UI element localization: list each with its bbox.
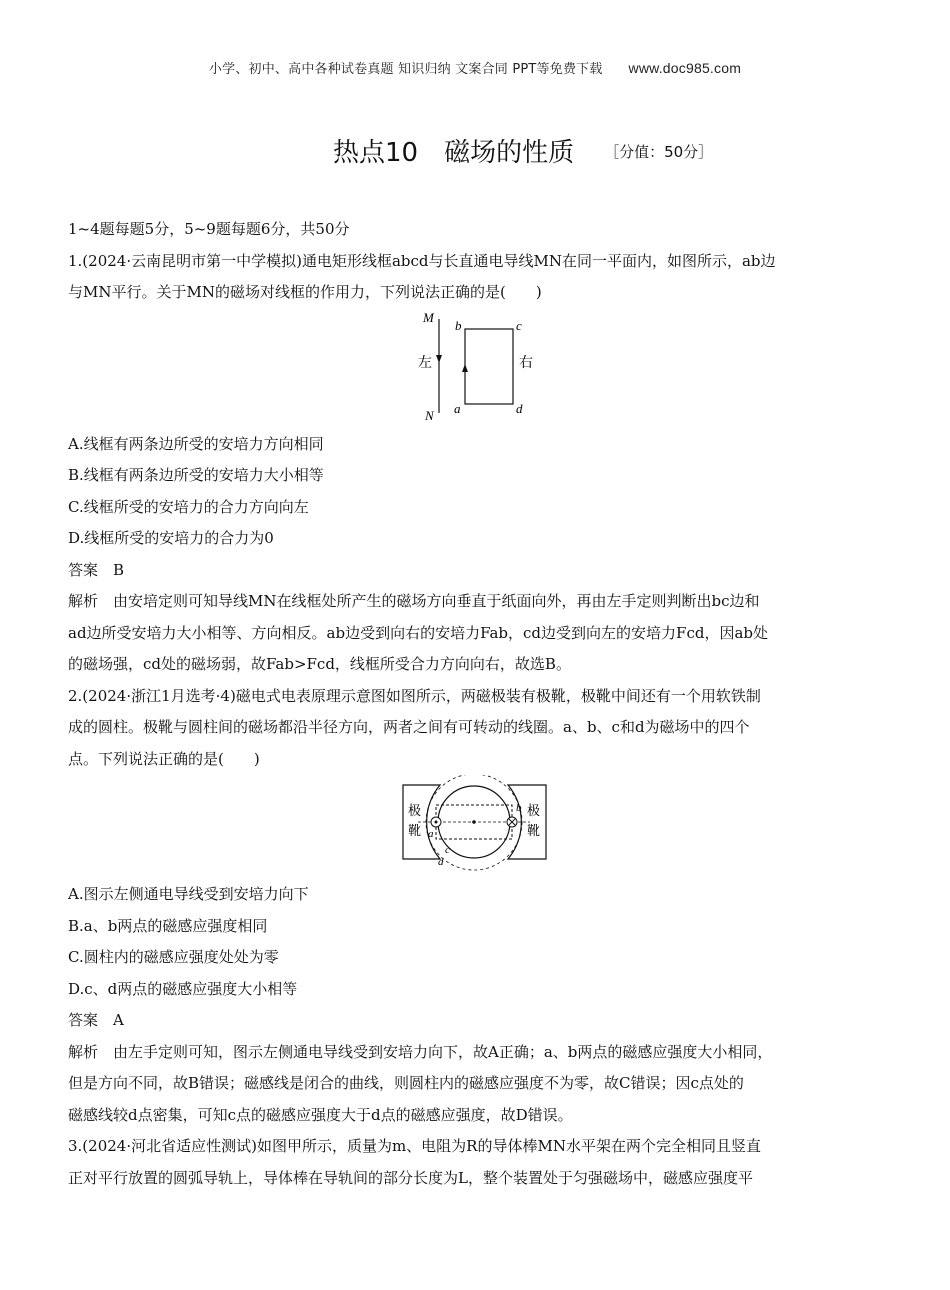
title-main: 热点10 磁场的性质	[333, 138, 575, 168]
axis-dot-icon	[472, 820, 476, 824]
q2-stem-line2: 成的圆柱。极靴与圆柱间的磁场都沿半径方向，两者之间有可转动的线圈。a、b、c和d为磁场中的四个	[68, 718, 750, 736]
right-pole-char2: 靴	[527, 824, 541, 839]
point-b: b	[516, 802, 522, 814]
frame-abcd	[465, 329, 513, 404]
q1-option-d: D.线框所受的安培力的合力为0	[68, 529, 274, 547]
q2-figure	[68, 775, 883, 879]
q1-analysis-line2: ad边所受安培力大小相等、方向相反。ab边受到向右的安培力Fab，cd边受到向左的安培力Fcd，因ab处	[68, 623, 768, 642]
label-d: d	[516, 400, 523, 416]
label-left: 左	[418, 354, 432, 371]
label-c: c	[516, 317, 522, 333]
banner-url[interactable]: www.doc985.com	[628, 60, 742, 76]
page-title	[333, 132, 713, 169]
q1-analysis-line1: 解析 由安培定则可知导线MN在线框处所产生的磁场方向垂直于纸面向外，再由左手定则判断出bc边和	[68, 592, 760, 610]
q1-analysis-line3: 的磁场强，cd处的磁场弱，故Fab>Fcd，线框所受合力方向向右，故选B。	[68, 655, 571, 673]
content	[68, 214, 883, 1194]
banner-text: 小学、初中、高中各种试卷真题 知识归纳 文案合同 PPT等免费下载	[208, 62, 603, 77]
q1-answer: 答案 B	[68, 560, 125, 579]
q2-answer: 答案 A	[68, 1011, 124, 1029]
q1-option-b: B.线框有两条边所受的安培力大小相等	[68, 466, 324, 484]
label-M: M	[423, 309, 434, 325]
q2-analysis-line3: 磁感线较d点密集，可知c点的磁感应强度大于d点的磁感应强度，故D错误。	[68, 1105, 573, 1124]
point-c: c	[445, 844, 450, 856]
label-right: 右	[519, 354, 533, 371]
page-banner	[0, 58, 950, 77]
q1-stem-line2: 与MN平行。关于MN的磁场对线框的作用力，下列说法正确的是( )	[68, 283, 542, 301]
q1-option-a: A.线框有两条边所受的安培力方向相同	[68, 434, 324, 453]
q2-stem-line3: 点。下列说法正确的是( )	[68, 749, 260, 768]
q2-analysis-line1: 解析 由左手定则可知，图示左侧通电导线受到安培力向下，故A正确；a、b两点的磁感应强度大小相同，	[68, 1042, 773, 1061]
q2-option-d: D.c、d两点的磁感应强度大小相等	[68, 979, 298, 998]
q3-stem-line2: 正对平行放置的圆弧导轨上，导体棒在导轨间的部分长度为L，整个装置处于匀强磁场中，磁感应强度平	[68, 1168, 753, 1187]
left-pole-char1: 极	[408, 804, 422, 819]
q2-option-c: C.圆柱内的磁感应强度处处为零	[68, 948, 279, 966]
point-a: a	[428, 828, 434, 840]
intro-line: 1~4题每题5分，5~9题每题6分，共50分	[68, 220, 350, 238]
q1-option-c: C.线框所受的安培力的合力方向向左	[68, 497, 309, 516]
q3-stem-line1: 3.(2024·河北省适应性测试)如图甲所示，质量为m、电阻为R的导体棒MN水平架在两个完全相同且竖直	[68, 1137, 761, 1155]
right-pole-char1: 极	[527, 804, 541, 819]
q2-analysis-line2: 但是方向不同，故B错误；磁感线是闭合的曲线，则圆柱内的磁感应强度不为零，故C错误；因c点处的	[68, 1074, 744, 1092]
frame-current-arrow-icon	[462, 364, 468, 372]
label-b: b	[455, 317, 462, 333]
q2-option-b: B.a、b两点的磁感应强度相同	[68, 916, 268, 935]
title-score: ［分值：50分］	[604, 143, 714, 161]
point-d: d	[438, 856, 444, 868]
left-pole-char2: 靴	[408, 824, 422, 839]
q1-figure	[68, 309, 883, 429]
q2-stem-line1: 2.(2024·浙江1月选考·4)磁电式电表原理示意图如图所示，两磁极装有极靴，极靴中间还有一个用软铁制	[68, 686, 761, 705]
mn-current-arrow-icon	[436, 355, 442, 363]
label-N: N	[425, 407, 434, 423]
label-a: a	[454, 400, 461, 416]
q1-stem-line1: 1.(2024·云南昆明市第一中学模拟)通电矩形线框abcd与长直通电导线MN在同一平面内，如图所示，ab边	[68, 251, 776, 270]
q2-option-a: A.图示左侧通电导线受到安培力向下	[68, 885, 309, 903]
